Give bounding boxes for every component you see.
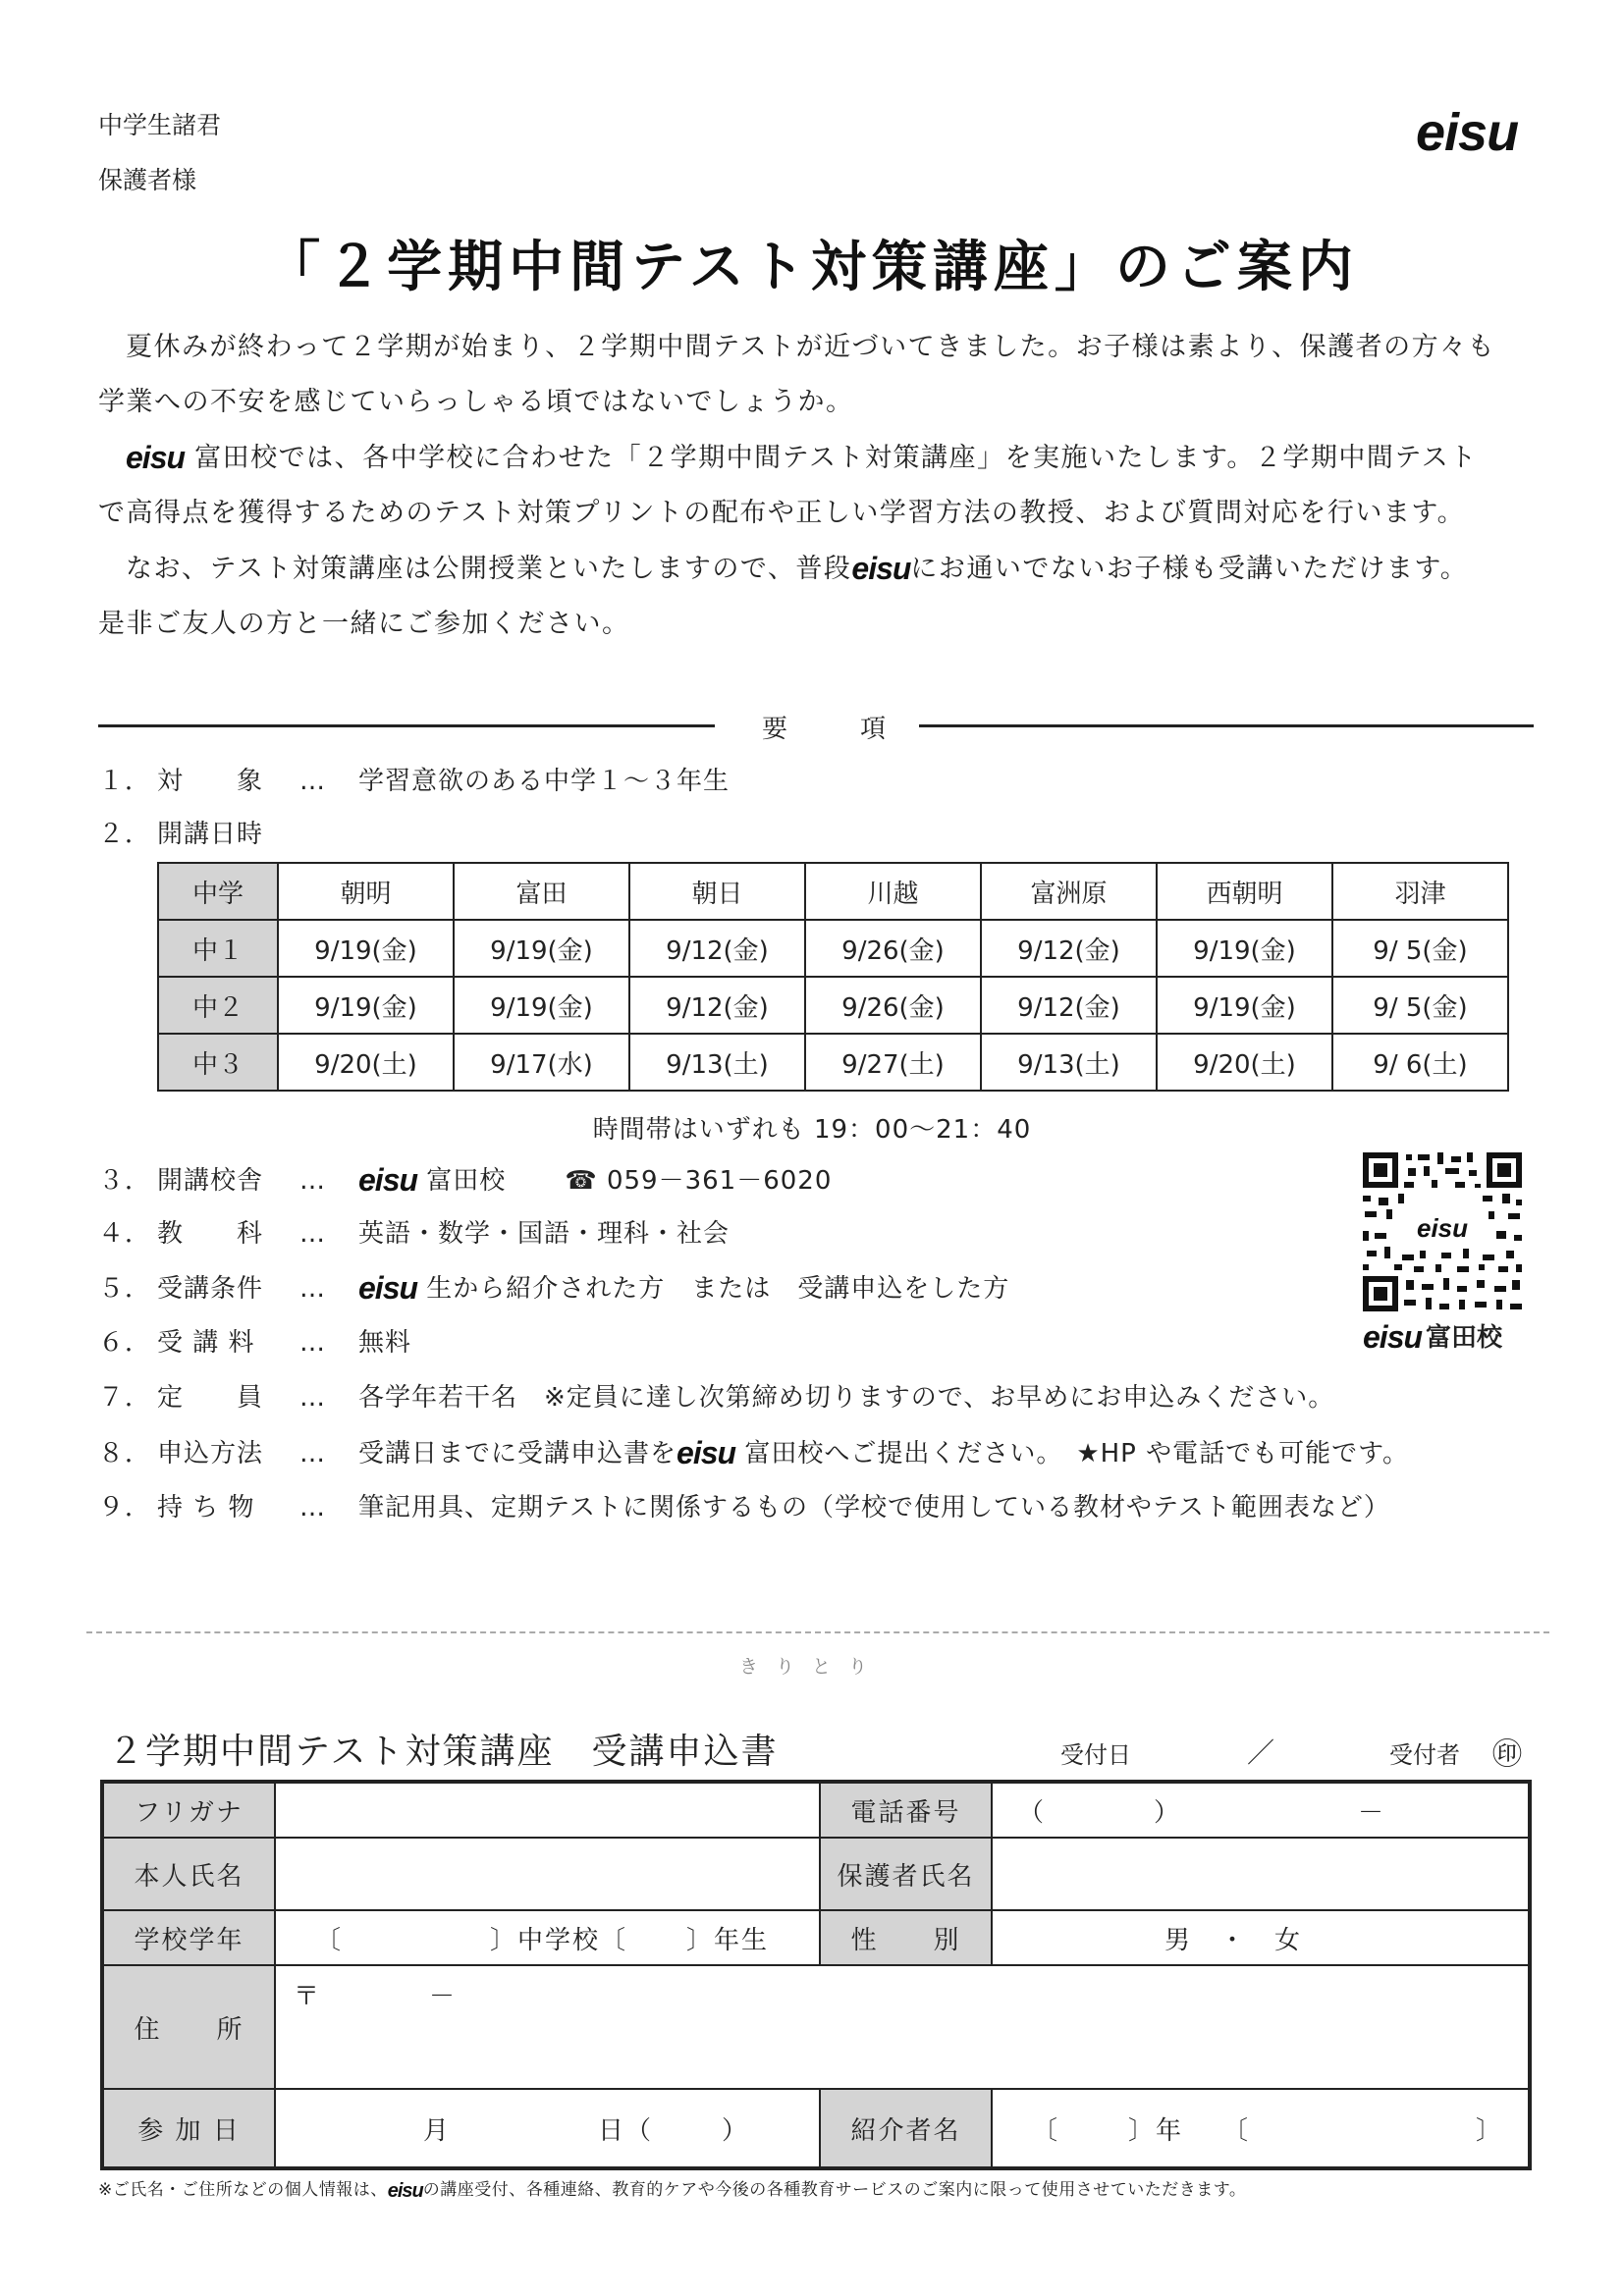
- schedule-date: 9/12(金): [629, 977, 805, 1034]
- intro-line: 是非ご友人の方と一緒にご参加ください。: [98, 609, 630, 639]
- schedule-date: 9/19(金): [1157, 920, 1332, 977]
- school-bracket-open: 〔: [315, 1925, 344, 1955]
- phone-dash: －: [1358, 1797, 1386, 1828]
- qr-caption-school: 富田校: [1426, 1323, 1503, 1353]
- item-dots: …: [299, 1219, 326, 1249]
- schedule-date: 9/ 6(土): [1332, 1034, 1508, 1091]
- item-number: ３．: [98, 1166, 152, 1196]
- phone-paren-open: （: [1018, 1797, 1047, 1828]
- schedule-date: 9/12(金): [629, 920, 805, 977]
- requirement-target: [98, 762, 730, 801]
- school-name: 西朝明: [1157, 863, 1332, 920]
- schedule-date: 9/13(土): [629, 1034, 805, 1091]
- postal-mark: 〒: [294, 1982, 322, 2011]
- requirements-heading: 要 項: [762, 715, 910, 744]
- schedule-date: 9/19(金): [454, 920, 629, 977]
- eisu-logo-inline: eisu: [358, 1270, 418, 1306]
- guardian-label: 保護者氏名: [821, 1839, 993, 1909]
- qr-caption: [1363, 1317, 1502, 1356]
- item-number: ５．: [98, 1274, 152, 1304]
- item-label: 持 ち 物: [157, 1493, 255, 1522]
- item-value: 生から紹介された方 または 受講申込をした方: [426, 1274, 1010, 1304]
- referrer-label: 紹介者名: [821, 2090, 993, 2166]
- grade-suffix: 〕年生: [686, 1925, 770, 1955]
- item-value: 学習意欲のある中学１～３年生: [358, 767, 731, 796]
- schedule-date: 9/ 5(金): [1332, 977, 1508, 1034]
- intro-text: なお、テスト対策講座は公開授業といたしますので、普段: [126, 554, 852, 584]
- requirement-schedule: [98, 815, 299, 854]
- received-date-separator: ／: [1247, 1736, 1275, 1769]
- phone-field[interactable]: [993, 1784, 1528, 1837]
- schedule-table: [157, 862, 1509, 1092]
- phone-label: 電話番号: [821, 1784, 993, 1837]
- item-label: 対 象: [157, 767, 264, 796]
- phone-paren-close: ）: [1154, 1797, 1182, 1828]
- item-dots: …: [299, 1274, 326, 1304]
- item-number: ４．: [98, 1219, 152, 1249]
- item-number: ６．: [98, 1328, 152, 1358]
- school-label: 学校学年: [104, 1911, 276, 1964]
- school-name: 朝日: [629, 863, 805, 920]
- item-label: 開講日時: [157, 820, 264, 849]
- requirement-venue: [98, 1160, 832, 1200]
- schedule-header-row: [158, 863, 1508, 920]
- schedule-date: 9/19(金): [454, 977, 629, 1034]
- page-title: 「２学期中間テスト対策講座」のご案内: [265, 236, 1359, 299]
- item-number: ８．: [98, 1439, 152, 1468]
- requirement-subjects: [98, 1214, 730, 1254]
- schedule-date: 9/12(金): [981, 920, 1157, 977]
- item-label: 受 講 料: [157, 1328, 255, 1358]
- date-month-label: 月: [423, 2115, 452, 2146]
- schedule-date: 9/ 5(金): [1332, 920, 1508, 977]
- intro-line: [98, 541, 1542, 597]
- date-day-label: 日（: [598, 2115, 654, 2146]
- guardian-field[interactable]: [993, 1839, 1528, 1909]
- item-value: 受講日までに受講申込書を: [358, 1439, 677, 1468]
- privacy-note: [98, 2175, 1246, 2203]
- schedule-row-grade2: [158, 977, 1508, 1034]
- divider-left: [98, 724, 715, 727]
- school-name: 富田: [454, 863, 629, 920]
- school-field[interactable]: [276, 1911, 821, 1964]
- name-field[interactable]: [276, 1839, 821, 1909]
- referrer-bracket-open-2: 〔: [1222, 2115, 1251, 2146]
- address-field[interactable]: [276, 1966, 1528, 2088]
- grade-label: 中２: [158, 977, 278, 1034]
- school-name: 朝明: [278, 863, 454, 920]
- school-name: 富洲原: [981, 863, 1157, 920]
- schedule-date: 9/12(金): [981, 977, 1157, 1034]
- eisu-logo-inline: eisu: [851, 551, 911, 586]
- form-row-school: [104, 1911, 1528, 1966]
- requirement-conditions: [98, 1268, 1009, 1308]
- received-date-label: 受付日: [1060, 1741, 1131, 1769]
- schedule-date: 9/26(金): [805, 977, 981, 1034]
- intro-line: 学業への不安を感じていらっしゃる頃ではないでしょうか。: [98, 387, 854, 417]
- intro-paragraphs: [98, 320, 1542, 652]
- requirement-application: [98, 1433, 1409, 1472]
- intro-line: [98, 430, 1542, 486]
- item-label: 定 員: [157, 1383, 264, 1413]
- intro-line: で高得点を獲得するためのテスト対策プリントの配布や正しい学習方法の教授、および質問対応を行います。: [98, 498, 1466, 528]
- phone-number: ☎ 059－361－6020: [565, 1166, 833, 1196]
- schedule-date: 9/19(金): [278, 977, 454, 1034]
- addressee-parents: 保護者様: [98, 166, 197, 194]
- qr-code[interactable]: [1359, 1148, 1526, 1315]
- schedule-row-grade3: [158, 1034, 1508, 1091]
- addressee-students: 中学生諸君: [98, 111, 222, 139]
- eisu-logo-inline: eisu: [387, 2180, 423, 2202]
- schedule-date: 9/20(土): [1157, 1034, 1332, 1091]
- gender-label: 性 別: [821, 1911, 993, 1964]
- schedule-date: 9/26(金): [805, 920, 981, 977]
- item-dots: …: [299, 767, 326, 796]
- referrer-bracket-close: 〕: [1476, 2115, 1504, 2146]
- schedule-date: 9/19(金): [1157, 977, 1332, 1034]
- item-label: 教 科: [157, 1219, 264, 1249]
- application-form: [100, 1780, 1532, 2170]
- item-dots: …: [299, 1493, 326, 1522]
- eisu-logo: eisu: [1416, 103, 1519, 162]
- eisu-logo-inline: eisu: [126, 440, 186, 475]
- schedule-row-grade1: [158, 920, 1508, 977]
- date-paren-close: ）: [722, 2115, 750, 2146]
- item-dots: …: [299, 1383, 326, 1413]
- referrer-field[interactable]: [993, 2090, 1528, 2166]
- item-value: 富田校: [426, 1166, 507, 1196]
- item-label: 開講校舎: [157, 1166, 264, 1196]
- furigana-label: フリガナ: [104, 1784, 276, 1837]
- furigana-field[interactable]: [276, 1784, 821, 1837]
- schedule-date: 9/17(水): [454, 1034, 629, 1091]
- schedule-date: 9/19(金): [278, 920, 454, 977]
- item-number: ９．: [98, 1493, 152, 1522]
- item-value: 各学年若干名 ※定員に達し次第締め切りますので、お早めにお申込みください。: [358, 1383, 1335, 1413]
- item-number: ２．: [98, 820, 152, 849]
- eisu-logo-inline: eisu: [1363, 1319, 1423, 1355]
- name-label: 本人氏名: [104, 1839, 276, 1909]
- date-label: 参 加 日: [104, 2090, 276, 2166]
- school-name: 川越: [805, 863, 981, 920]
- address-label: 住 所: [104, 1966, 276, 2088]
- form-row-date: [104, 2090, 1528, 2166]
- item-label: 申込方法: [157, 1439, 264, 1468]
- qr-center-logo: eisu: [1416, 1213, 1469, 1243]
- receiver-label: 受付者: [1389, 1741, 1460, 1769]
- referrer-year: 〕年: [1128, 2115, 1184, 2146]
- time-note: 時間帯はいずれも 19：00～21：40: [592, 1115, 1032, 1145]
- cut-line: [86, 1631, 1549, 1633]
- grade-label: 中３: [158, 1034, 278, 1091]
- privacy-note-text: の講座受付、各種連絡、教育的ケアや今後の各種教育サービスのご案内に限って使用させていただきます。: [422, 2180, 1247, 2200]
- eisu-logo-inline: eisu: [358, 1162, 418, 1198]
- item-label: 受講条件: [157, 1274, 264, 1304]
- schedule-date: 9/27(土): [805, 1034, 981, 1091]
- item-dots: …: [299, 1439, 326, 1468]
- postal-dash: －: [429, 1982, 458, 2011]
- school-suffix: 〕中学校〔: [490, 1925, 628, 1955]
- school-name: 羽津: [1332, 863, 1508, 920]
- cut-label: きりとり: [738, 1656, 885, 1678]
- divider-right: [919, 724, 1534, 727]
- item-value: 筆記用具、定期テストに関係するもの（学校で使用している教材やテスト範囲表など）: [358, 1493, 1390, 1522]
- intro-line: 夏休みが終わって２学期が始まり、２学期中間テストが近づいてきました。お子様は素より、保護者の方々も: [126, 332, 1496, 362]
- item-number: １．: [98, 767, 152, 796]
- form-title: ２学期中間テスト対策講座 受講申込書: [108, 1732, 779, 1772]
- schedule-header-cell: 中学: [158, 863, 278, 920]
- item-value: 富田校へご提出ください。 ★HP や電話でも可能です。: [744, 1439, 1410, 1468]
- item-value: 無料: [358, 1328, 412, 1358]
- date-field[interactable]: [276, 2090, 821, 2166]
- requirement-fee: [98, 1323, 411, 1362]
- grade-label: 中１: [158, 920, 278, 977]
- privacy-note-text: ※ご氏名・ご住所などの個人情報は、: [98, 2180, 388, 2200]
- schedule-date: 9/20(土): [278, 1034, 454, 1091]
- item-number: ７．: [98, 1383, 152, 1413]
- item-dots: …: [299, 1166, 326, 1196]
- intro-text: 富田校では、各中学校に合わせた「２学期中間テスト対策講座」を実施いたします。２学期中間テスト: [194, 443, 1478, 473]
- item-dots: …: [299, 1328, 326, 1358]
- eisu-logo-inline: eisu: [677, 1435, 736, 1470]
- requirement-belongings: [98, 1488, 1390, 1527]
- form-row-address: [104, 1966, 1528, 2090]
- referrer-bracket-open: 〔: [1032, 2115, 1060, 2146]
- seal-mark: ㊞: [1492, 1737, 1522, 1772]
- schedule-date: 9/13(土): [981, 1034, 1157, 1091]
- form-row-name: [104, 1839, 1528, 1911]
- gender-options[interactable]: 男 ・ 女: [1164, 1925, 1303, 1955]
- requirement-capacity: [98, 1378, 1334, 1417]
- intro-text: にお通いでないお子様も受講いただけます。: [910, 554, 1469, 584]
- form-row-furigana: [104, 1784, 1528, 1839]
- item-value: 英語・数学・国語・理科・社会: [358, 1219, 731, 1249]
